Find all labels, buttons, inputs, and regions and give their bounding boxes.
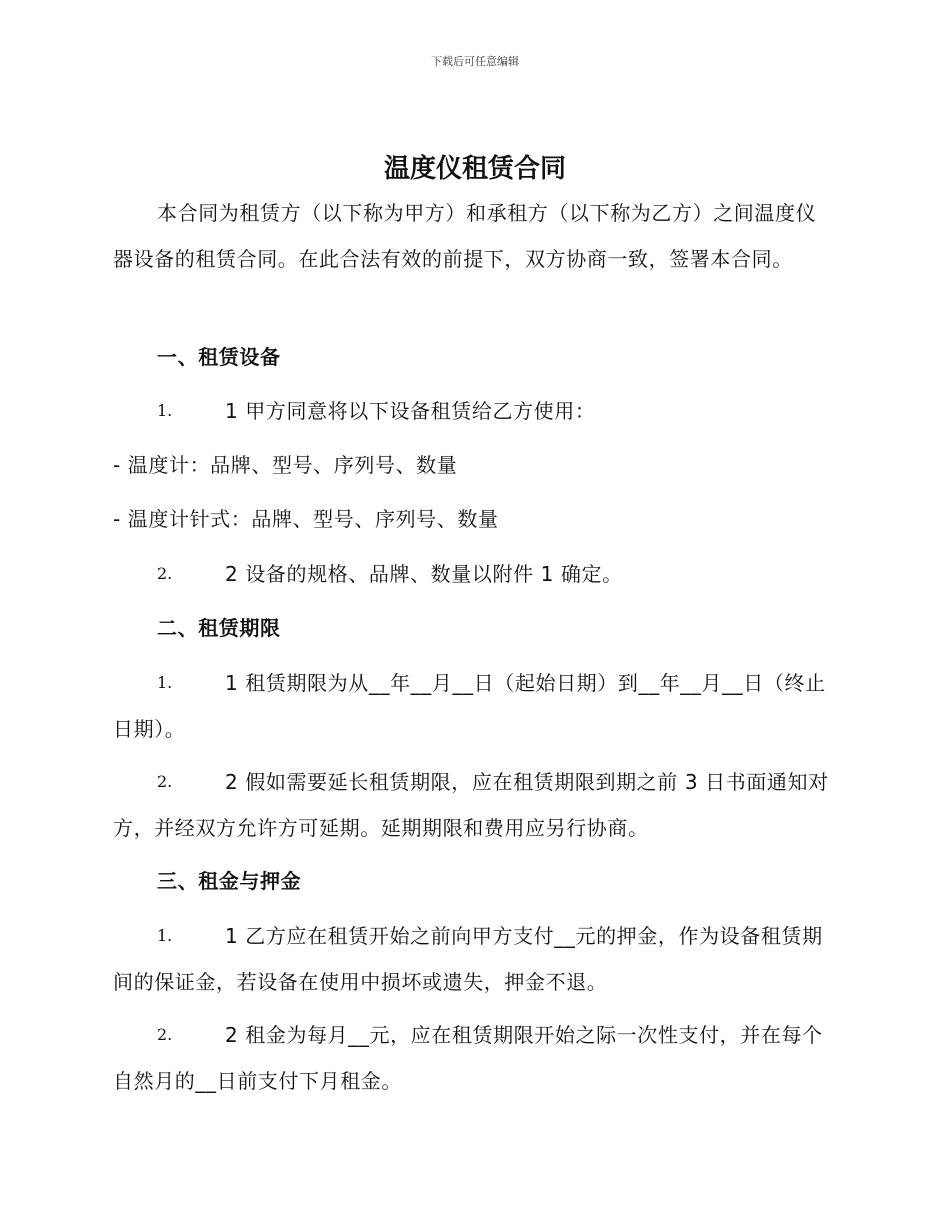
- item-number: 1.: [157, 673, 173, 692]
- document-title: 温度仪租赁合同: [383, 154, 566, 184]
- clause-text: 2 假如需要延长租赁期限，应在租赁期限到期之前 3 日书面通知对方，并经双方允许方可延期。延期期限和费用应另行协商。: [113, 770, 829, 840]
- clause-text: 1 租赁期限为从__年__月__日（起始日期）到__年__月__日（终止日期）。: [113, 671, 826, 741]
- item-number: 2.: [157, 1025, 173, 1044]
- item-number: 1.: [157, 401, 173, 420]
- section-heading-term: 二、租赁期限: [157, 616, 281, 640]
- clause-text: 2 设备的规格、品牌、数量以附件 1 确定。: [225, 562, 623, 586]
- equipment-bullet: - 温度计针式：品牌、型号、序列号、数量: [113, 507, 499, 531]
- section-heading-rent-deposit: 三、租金与押金: [157, 869, 302, 893]
- clause-text: 1 乙方应在租赁开始之前向甲方支付__元的押金，作为设备租赁期间的保证金，若设备在使用中损坏或遗失，押金不退。: [113, 924, 823, 994]
- page-header-note: 下载后可任意编辑: [431, 55, 519, 68]
- item-number: 2.: [157, 772, 173, 791]
- item-number: 1.: [157, 926, 173, 945]
- clause-text: 1 甲方同意将以下设备租赁给乙方使用：: [225, 399, 596, 423]
- section-heading-equipment: 一、租赁设备: [157, 345, 281, 369]
- clause-text: 2 租金为每月__元，应在租赁期限开始之际一次性支付，并在每个自然月的__日前支付下月租金。: [113, 1023, 823, 1093]
- equipment-bullet: - 温度计：品牌、型号、序列号、数量: [113, 453, 458, 477]
- item-number: 2.: [157, 564, 173, 583]
- intro-paragraph: 本合同为租赁方（以下称为甲方）和承租方（以下称为乙方）之间温度仪器设备的租赁合同。在此合法有效的前提下，双方协商一致，签署本合同。: [113, 201, 817, 271]
